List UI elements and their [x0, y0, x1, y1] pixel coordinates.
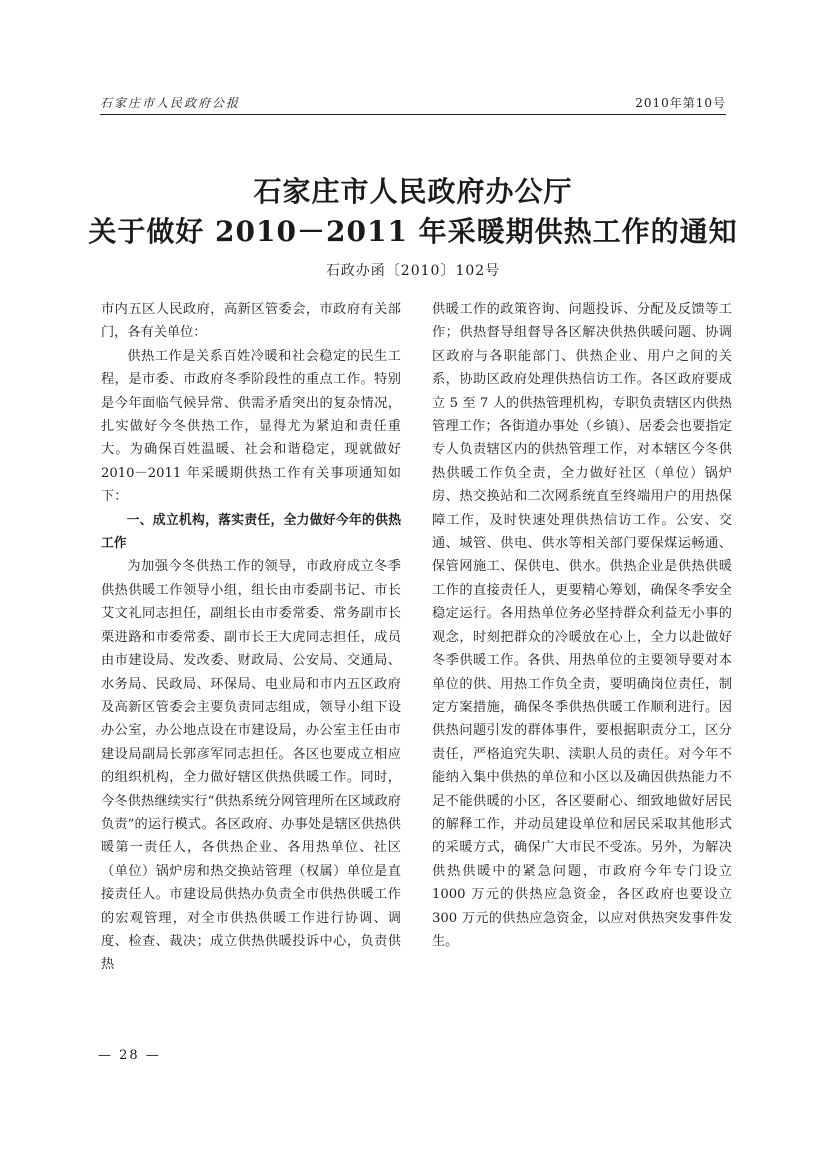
right-column [432, 298, 732, 953]
issue-number: 2010年第10号 [635, 96, 726, 110]
section-heading: 一、成立机构，落实责任，全力做好今年的供热工作 [101, 512, 401, 552]
running-header [100, 92, 726, 115]
intro-paragraph: 供热工作是关系百姓冷暖和社会稳定的民生工程，是市委、市政府冬季阶段性的重点工作。特别是今年面临气候异常、供需矛盾突出的复杂情况，扎实做好今冬供热工作，显得尤为紧迫和责任重大。为确保百姓温暖、社会和谐稳定，现就做好 2010－2011 年采暖期供热工作有关事项通知如下： [101, 348, 401, 505]
document-number: 石政办函〔2010〕102号 [325, 263, 501, 279]
left-column [101, 298, 401, 977]
document-title-line-1: 石家庄市人民政府办公厅 [253, 175, 573, 208]
document-title-line-2: 关于做好 2010－2011 年采暖期供热工作的通知 [88, 215, 738, 248]
publication-name: 石家庄市人民政府公报 [100, 96, 241, 110]
page-number: — 28 — [98, 1048, 161, 1063]
section-paragraph: 为加强今冬供热工作的领导，市政府成立冬季供热供暖工作领导小组，组长由市委副书记、市长艾文礼同志担任，副组长由市委常委、常务副市长栗进路和市委常委、副市长王大虎同志担任，成员由市建设局、发改委、财政局、公安局、交通局、水务局、民政局、环保局、电业局和市内五区政府及高新区管委会主要负责同志组成，领导小组下设办公室，办公地点设在市建设局，办公室主任由市建设局副局长郭彦军同志担任。各区也要成立相应的组织机构，全力做好辖区供热供暖工作。同时，今冬供热继续实行“供热系统分网管理所在区域政府负责”的运行模式。各区政府、办事处是辖区供热供暖第一责任人，各供热企业、各用热单位、社区（单位）锅炉房和热交换站管理（权属）单位是直接责任人。市建设局供热办负责全市供热供暖工作的宏观管理，对全市供热供暖工作进行协调、调度、检查、裁决；成立供热供暖投诉中心，负责供热 [101, 559, 401, 973]
section-paragraph-continued: 供暖工作的政策咨询、问题投诉、分配及反馈等工作；供热督导组督导各区解决供热供暖问题、协调区政府与各职能部门、供热企业、用户之间的关系，协助区政府处理供热信访工作。各区政府要成立 5 至 7 人的供热管理机构，专职负责辖区内供热管理工作；各街道办事处（乡镇）、居委会也要指定专人负责辖区内的供热管理工作，对本辖区今冬供热供暖工作负全责，全力做好社区（单位）锅炉房、热交换站和二次网系统直至终端用户的用热保障工作，及时快速处理供热信访工作。公安、交通、城管、供电、供水等相关部门要保煤运畅通、保管网施工、保供电、供水。供热企业是供热供暖工作的直接责任人，更要精心筹划，确保冬季安全稳定运行。各用热单位务必坚持群众利益无小事的观念，时刻把群众的冷暖放在心上，全力以赴做好冬季供暖工作。各供、用热单位的主要领导要对本单位的供、用热工作负全责，要明确岗位责任，制定方案措施，确保冬季供热供暖工作顺利进行。因供热问题引发的群体事件，要根据职责分工，区分责任，严格追究失职、渎职人员的责任。对今年不能纳入集中供热的单位和小区以及确因供热能力不足不能供暖的小区，各区要耐心、细致地做好居民的解释工作，并动员建设单位和居民采取其他形式的采暖方式，确保广大市民不受冻。另外，为解决供热供暖中的紧急问题，市政府今年专门设立 1000 万元的供热应急资金，各区政府也要设立 300 万元的供热应急资金，以应对供热突发事件发生。 [432, 302, 732, 949]
salutation: 市内五区人民政府，高新区管委会，市政府有关部门，各有关单位： [101, 302, 401, 341]
